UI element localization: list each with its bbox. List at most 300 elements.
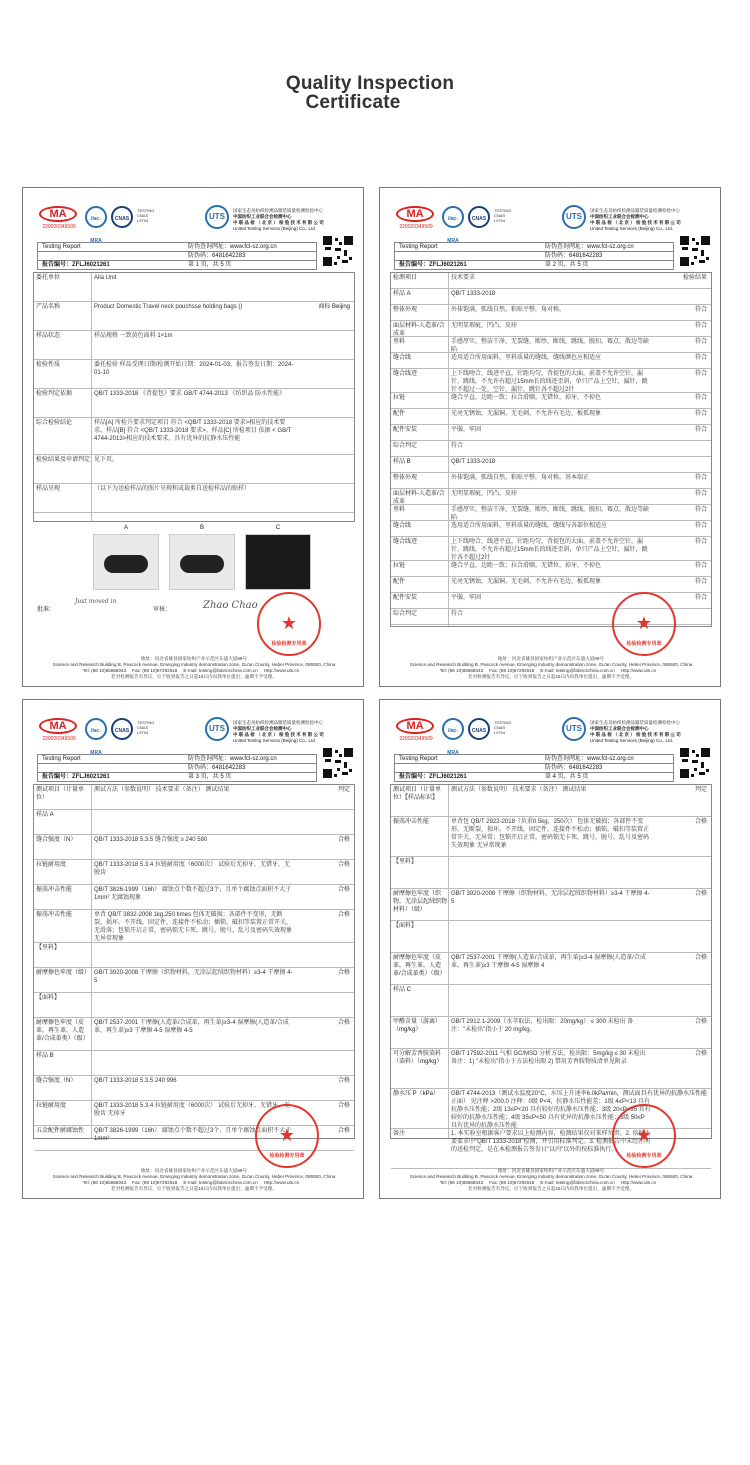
org-name-line: 国家生态及纺织检测品服装质量检测检验中心 [233, 720, 323, 725]
cma-mark: MA [396, 718, 434, 734]
row-requirement: GB/T 2912.1-2009（水萃取法，检出限：20mg/kg） ≤ 300 未检出 备注："未检出"指小于 20 mg/kg。 [451, 1019, 634, 1033]
org-name-block [590, 208, 714, 232]
table-row [391, 273, 711, 289]
footer-address-en: Science and Research Building B, Peacock Avenue, Emerging Industry demonstration zone, Gu'an County, Hebei Province, 065500, China [52, 1174, 336, 1179]
row-item: 【里料】 [36, 945, 61, 951]
row-item: 【面料】 [393, 923, 418, 929]
bag-image [180, 555, 224, 573]
row-item: 拉链耐用度 [36, 862, 67, 868]
report-number-value: ZFLJ6021261 [72, 262, 110, 268]
footer-tel: Tel: (86 10)65868043 [439, 1180, 484, 1185]
check-label: 审核： [153, 607, 172, 613]
stamp-star: ★ [278, 1125, 296, 1145]
footer-note: 若对检测报告有异议，应于收到报告之日起15日内向我单位提出，逾期不予受理。 [111, 1186, 277, 1191]
row-result: 符合 [694, 563, 707, 569]
row-result: 符合 [694, 523, 707, 529]
row-item: 振荡冲击性能 [36, 887, 73, 893]
testing-mark [494, 720, 516, 735]
org-name-line: United Testing Services (Beijing) Co., Ltd. [233, 226, 316, 231]
row-result: 符合 [694, 507, 707, 513]
row-requirement: 光亮无锈蚀，无漏铜，无毛刺，不允许有毛边，板孤现象 [451, 579, 602, 585]
verify-code-value: 6481642283 [212, 765, 246, 771]
row-item: 缝合线 [393, 355, 412, 361]
cnas-logo: CNAS [111, 718, 133, 740]
table-row [391, 305, 711, 321]
cma-logo [39, 206, 77, 232]
row-item: 振荡冲击性能 [393, 819, 430, 825]
results-table [33, 784, 355, 1142]
footer-fax: Fax: (86 10)67292516 [489, 1180, 535, 1185]
report-info-row-3 [37, 772, 317, 782]
row-requirement: 委托检验 样品受理日期/检测开始日期：2024-01-03，报告签发日期：2024-01-10 [94, 362, 294, 376]
table-row [34, 968, 354, 993]
table-row [391, 521, 711, 537]
table-row [34, 360, 354, 389]
table-row [391, 289, 711, 305]
ilac-mra-logo: ilac-MRA [442, 718, 464, 740]
row-requirement: （以下为送检样品的照片呈现和或裁剪自送检样品的贴样） [94, 486, 251, 492]
table-row [34, 835, 354, 860]
report-page-1 [22, 187, 364, 687]
row-item: 测试项目（计量单位） [36, 787, 85, 801]
row-item: 委托单位 [36, 275, 61, 281]
row-item: 检验性质 [36, 362, 61, 368]
cma-number: 220020349509 [399, 224, 433, 230]
report-page-2 [379, 187, 721, 687]
table-row [34, 1076, 354, 1101]
row-result: 符合 [694, 307, 707, 313]
row-item: 面层材料-人造革/合成革 [393, 491, 445, 505]
page-number: 第 3 页，共 5 页 [188, 774, 232, 780]
footer-fax: Fax: (86 10)67292516 [489, 668, 535, 673]
cma-mark: MA [396, 206, 434, 222]
org-name-line: 中 联 品 检 （ 北 京 ） 检 验 技 术 有 限 公 司 [233, 220, 324, 225]
verify-code-label: 防伪码： [188, 253, 213, 259]
table-row [34, 389, 354, 418]
row-requirement: 光亮无锈蚀，无漏铜，无毛刺，不允许有毛边，板孤现象 [451, 411, 602, 417]
row-requirement: QB/T 1333-2018 5.3.5 缝合强度 ≥ 240 580 [94, 837, 208, 843]
report-number-label: 报告编号： [42, 774, 73, 780]
ilac-mra-logo: ilac-MRA [442, 206, 464, 228]
row-item: 检验判定依据 [36, 391, 73, 397]
org-name-line: 中国纺织工业联合会检测中心 [590, 726, 649, 731]
table-row [34, 455, 354, 484]
footer-tel: Tel: (86 10)65868043 [82, 1180, 127, 1185]
table-row [391, 409, 711, 425]
row-result: 符合 [694, 579, 707, 585]
report-number-label: 报告编号： [399, 774, 430, 780]
row-item: 五金配件耐腐蚀性 [36, 1128, 85, 1134]
org-name-line: 中 联 品 检 （ 北 京 ） 检 验 技 术 有 限 公 司 [590, 732, 681, 737]
results-table [33, 272, 355, 522]
verify-url-value: www.fcl-sz.org.cn [230, 244, 277, 250]
qr-code[interactable] [680, 748, 710, 778]
verify-code-value: 6481642283 [212, 253, 246, 259]
row-item: 综合判定 [393, 611, 418, 617]
row-item: 样品 B [36, 1053, 54, 1059]
report-info-row-3 [37, 260, 317, 270]
table-row [34, 273, 354, 302]
row-result: 合格 [337, 912, 350, 918]
row-item: 样品 A [36, 812, 54, 818]
official-stamp [257, 592, 321, 656]
org-name-line: United Testing Services (Beijing) Co., Ltd. [233, 738, 316, 743]
report-page-4 [379, 699, 721, 1199]
table-row [34, 993, 354, 1018]
page-number: 第 4 页，共 5 页 [545, 774, 589, 780]
row-requirement: 符合 [451, 443, 464, 449]
row-result: 符合 [694, 323, 707, 329]
row-requirement: 上下线吻合，线迹平直，针距均匀，背提包的大面，前盖不允许空针，漏针，跳线，不允许有超过15mm长的线迹歪斜，单只产品上空针，漏针，跳针各不超过2针 [451, 539, 648, 561]
footer-email: E-mail: testing@fabricschina.com.cn [183, 1180, 258, 1185]
cnas-number: CNAS L9794 [494, 725, 506, 735]
org-name-line: 国家生态及纺织检测品服装质量检测检验中心 [590, 208, 680, 213]
cnas-number: CNAS L9794 [137, 725, 149, 735]
row-result: 合格 [694, 1019, 707, 1025]
report-number-value: ZFLJ6021261 [72, 774, 110, 780]
row-item: 振荡冲击性能 [36, 912, 73, 918]
report-title: Testing Report [399, 244, 438, 250]
footer-tel: Tel: (86 10)65868043 [439, 668, 484, 673]
table-row [391, 921, 711, 953]
heading-line-2: Certificate [305, 92, 401, 113]
table-row [391, 505, 711, 521]
table-divider [448, 273, 449, 626]
stamp-text: 检验检测专用章 [626, 1153, 662, 1159]
verify-code-value: 6481642283 [569, 765, 603, 771]
photo-label: B [199, 525, 204, 531]
table-row [34, 860, 354, 885]
org-header [394, 714, 708, 756]
sample-photos [93, 524, 343, 594]
stamp-text: 检验检测专用章 [626, 641, 662, 647]
table-row [391, 1017, 711, 1049]
row-result: 符合 [694, 427, 707, 433]
table-divider [91, 273, 92, 521]
report-page-3 [22, 699, 364, 1199]
verify-code-value: 6481642283 [569, 253, 603, 259]
uts-logo: UTS [562, 717, 586, 741]
row-requirement: 单背包 QB/T 2922-2018（负重0.5kg，250次） 包体无破损；各部件不变形，无断裂，损坏。不开线，固定件，连接件不松动；插锁，破扣等装置正常开关，无异常；包锁开启正常，密码锁无卡死，跳号，脱号，乱号及密码失效现象 无异常现象 [451, 819, 650, 849]
row-item: 里料 [393, 339, 406, 345]
table-row [391, 369, 711, 393]
org-name-block [233, 720, 357, 744]
row-item: 样品 A [393, 291, 411, 297]
row-requirement: 样品[A] 所检升要求判定项目 符合 <QB/T 1333-2018 要求>相应的技术要求。样品[B] 符合 <QB/T 1333-2018 要求>。样品[C] 所检项目 依据 < GB/T 4744-2013>相应的技术要求，具有优异的抗静水压性能 [94, 420, 292, 442]
cnas-number: CNAS L9794 [494, 213, 506, 223]
row-item: 缝合线 [393, 523, 412, 529]
footer-fax: Fax: (86 10)67292516 [132, 668, 178, 673]
row-requirement: 缝合平直，边距一致；拉合滑顺，无错位，掉牙，不掉色 [451, 395, 602, 401]
photo-label: A [123, 525, 128, 531]
sample-photo-c [245, 525, 311, 590]
cma-number: 220020349509 [42, 224, 76, 230]
table-row [391, 473, 711, 489]
bag-image [104, 555, 148, 573]
row-item: 缝合强度（N） [36, 1078, 77, 1084]
table-row [391, 337, 711, 353]
row-requirement: Aila Unit [94, 275, 117, 281]
row-item: 样品状态 [36, 333, 61, 339]
stamp-text: 检验检测专用章 [271, 641, 307, 647]
row-result: 符合 [694, 475, 707, 481]
row-item: 静水压 P（kPa） [393, 1091, 440, 1097]
row-result: 检验结果 [682, 275, 707, 281]
row-item: 里料 [393, 507, 406, 513]
row-item: 耐摩擦色牢度（皮革，再生革，人造革/合成革类）（级） [36, 1020, 89, 1042]
row-result: 符合 [694, 371, 707, 377]
row-result: 具有优异的抗静水压性能 [640, 1091, 707, 1097]
verify-url-value: www.fcl-sz.org.cn [230, 756, 277, 762]
footer-address-en: Science and Research Building B, Peacock Avenue, Emerging Industry demonstration zone, Gu'an County, Hebei Province, 065500, China [409, 1174, 693, 1179]
row-requirement: QB/T 2537-2001 干摩擦(人造革/合成革，再生革)≥3-4 湿摩擦(人造革/合成革，再生革)≥3 干摩擦 4-5 湿摩擦 4 [451, 955, 646, 969]
table-row [391, 857, 711, 889]
row-requirement: 手感厚实，整洁干净，无裂缝，断纱，断线，跳线，脱扣，霉点，散边等缺陷 [451, 339, 650, 353]
results-table [390, 272, 712, 627]
row-item: 甲醛含量（游离）（mg/kg） [393, 1019, 442, 1033]
uts-logo: UTS [562, 205, 586, 229]
row-requirement: QB/T 1333-2018 [451, 459, 496, 465]
verify-code-label: 防伪码： [545, 765, 570, 771]
qr-code[interactable] [680, 236, 710, 266]
row-requirement: GB/T 4744-2013（测试水温度20°C，水压上升速率6.0kPa/min，测试面：正面） 见注释 >200.0 注释：0级 P<4，抗静水压性能差；1级 4≤P<13 具有抗静水压性能；2级 13≤P<20 具有较好的抗静水压性能；3级 20≤P<35 具有较好的抗静水压性能；4级 35≤P<50 具有优异的抗静水压性能；5级 50≤P 具有优异的抗静水压性能 [451, 1091, 651, 1129]
footer-address-en: Science and Research Building B, Peacock Avenue, Emerging Industry demonstration zone, Gu'an County, Hebei Province, 065500, China [409, 662, 693, 667]
row-item: 整体外观 [393, 475, 418, 481]
table-row [391, 577, 711, 593]
table-divider [448, 785, 449, 1138]
table-row [391, 785, 711, 817]
row-requirement: GB/T 3920-2008 干摩擦（织物材料，无涂层起绒织物材料）≥3-4 干摩擦 4-5 [451, 891, 650, 905]
verify-url-value: www.fcl-sz.org.cn [587, 756, 634, 762]
report-title: Testing Report [399, 756, 438, 762]
row-result: 合格 [337, 970, 350, 976]
row-item: 可分解芳香胺染料（染料）（mg/kg） [393, 1051, 443, 1065]
cnas-number: CNAS L9794 [137, 213, 149, 223]
table-row [391, 561, 711, 577]
qr-code[interactable] [323, 236, 353, 266]
page-footer [31, 656, 357, 680]
cma-logo [396, 206, 434, 232]
row-result: 判定 [337, 787, 350, 793]
row-result: 合格 [337, 1078, 350, 1084]
footer-address-cn: 地址：河北省雄县国家纺织产业示范区东盛大道69号 [140, 656, 248, 661]
row-requirement: 无明显瑕疵，凹凸，皮疹 [451, 323, 518, 329]
row-result: 商标 Beijing [318, 304, 350, 310]
row-requirement: 见下页。 [94, 457, 119, 463]
row-item: 【面料】 [36, 995, 61, 1001]
report-title: Testing Report [42, 244, 81, 250]
row-result: 符合 [694, 355, 707, 361]
row-result: 合格 [337, 1128, 350, 1134]
footer-email: E-mail: testing@fabricschina.com.cn [540, 1180, 615, 1185]
footer-email: E-mail: testing@fabricschina.com.cn [540, 668, 615, 673]
row-result: 符合 [694, 539, 707, 545]
row-item: 耐摩擦色牢度（皮革，再生革，人造革/合成革类）（级） [393, 955, 446, 977]
row-item: 综合判定 [393, 443, 418, 449]
official-stamp [255, 1104, 319, 1168]
row-item: 配件 [393, 579, 406, 585]
table-row [34, 302, 354, 331]
row-result: 合格 [337, 887, 350, 893]
org-name-line: 中国纺织工业联合会检测中心 [590, 214, 649, 219]
table-row [34, 810, 354, 835]
testing-mark [137, 720, 159, 735]
row-item: 备注 [393, 1131, 406, 1137]
heading-line-1: Quality Inspection [285, 73, 455, 94]
table-row [391, 1049, 711, 1089]
row-item: 拉链 [393, 395, 406, 401]
results-table [390, 784, 712, 1153]
row-result: 合格 [337, 862, 350, 868]
row-item: 配件 [393, 411, 406, 417]
testing-label: TESTING [137, 208, 155, 213]
row-requirement: 1. 本实验室根据客户要求以上检测内容，检测结果仅对来样负责。2. 依据主要要求中"QB/T 1333-2018"检测，并引用标准判定。3. 检测报告中未经注明的送检判定，是在本检测报告签发日"以内"以外的按标准执行。 [451, 1131, 651, 1153]
report-number [42, 773, 110, 782]
testing-mark [494, 208, 516, 223]
checker-signature: Zhao Chao [203, 600, 258, 611]
page-footer [31, 1168, 357, 1192]
table-row [34, 331, 354, 360]
row-requirement: 测试方法（参数说明） 技术要求（备注） 测试结果 [94, 787, 230, 793]
row-requirement: 符合 [451, 611, 464, 617]
table-row [391, 321, 711, 337]
footer-web: Http://www.uts.cn [620, 668, 657, 673]
table-row [391, 489, 711, 505]
row-requirement: QB/T 1333-2018 5.3.4 拉链耐用度（6000次） 试验后无掉牙，无错牙，无脱齿 无掉牙 [94, 1103, 290, 1117]
row-item: 拉链 [393, 563, 406, 569]
page-footer [388, 656, 714, 680]
report-number [399, 773, 467, 782]
verify-url-label: 防伪查询网址： [545, 244, 588, 250]
row-item: 产品名称 [36, 304, 61, 310]
row-result: 符合 [694, 491, 707, 497]
footer-email: E-mail: testing@fabricschina.com.cn [183, 668, 258, 673]
org-name-line: 中国纺织工业联合会检测中心 [233, 214, 292, 219]
footer-note: 若对检测报告有异议，应于收到报告之日起15日内向我单位提出，逾期不予受理。 [111, 674, 277, 679]
org-header [394, 202, 708, 244]
official-stamp [612, 592, 676, 656]
sample-photo-a [93, 525, 159, 590]
cma-number: 220020349509 [42, 736, 76, 742]
testing-mark [137, 208, 159, 223]
table-row [34, 1051, 354, 1076]
table-row [391, 889, 711, 921]
cnas-logo: CNAS [468, 206, 490, 228]
row-requirement: QB/T 3826-1999（16h） 腐蚀点个数不超过3个，且单个腐蚀点面积不大于1mm² [94, 1128, 292, 1142]
row-item: 样品 B [393, 459, 411, 465]
row-requirement: 适用适合所用面料，里料质量的缝线，缝线颜色应相适应 [451, 355, 602, 361]
table-row [34, 484, 354, 513]
row-result: 合格 [694, 955, 707, 961]
table-row [391, 817, 711, 857]
row-item: 缝合强度（N） [36, 837, 77, 843]
row-result: 符合 [694, 411, 707, 417]
cma-logo [39, 718, 77, 744]
row-result: 符合 [694, 395, 707, 401]
footer-address-cn: 地址：河北省雄县国家纺织产业示范区东盛大道69号 [140, 1168, 248, 1173]
table-row [34, 785, 354, 810]
table-row [391, 425, 711, 441]
org-name-line: 中国纺织工业联合会检测中心 [233, 726, 292, 731]
qr-code[interactable] [323, 748, 353, 778]
official-stamp [612, 1104, 676, 1168]
footer-address-cn: 地址：河北省雄县国家纺织产业示范区东盛大道69号 [497, 1168, 605, 1173]
row-requirement: 样品规格 一致黄色面料 1×1m [94, 333, 173, 339]
row-requirement: Product Domestic Travel neck pouchsse holding bags () [94, 304, 243, 310]
row-result: 符合 [694, 595, 707, 601]
sample-photo-b [169, 525, 235, 590]
table-row [34, 1018, 354, 1051]
cnas-logo: CNAS [468, 718, 490, 740]
row-result: 符合 [694, 339, 707, 345]
row-item: 综合检验结论 [36, 420, 73, 426]
table-row [391, 353, 711, 369]
row-item: 【里料】 [393, 859, 418, 865]
cnas-logo: CNAS [111, 206, 133, 228]
verify-url-label: 防伪查询网址： [188, 756, 231, 762]
row-item: 检测项目 [393, 275, 418, 281]
table-row [391, 457, 711, 473]
row-result: 合格 [694, 819, 707, 825]
testing-label: TESTING [137, 720, 155, 725]
footer-web: Http://www.uts.cn [263, 668, 300, 673]
org-name-block [590, 720, 714, 744]
page-footer [388, 1168, 714, 1192]
table-row [391, 537, 711, 561]
table-row [34, 885, 354, 910]
cma-mark: MA [39, 206, 77, 222]
row-requirement: 手感厚实，整洁干净，无裂缝，断纱，断线，跳线，脱扣，霉点，散边等缺陷 [451, 507, 650, 521]
row-item: 测试项目（计量单位）【样品标识】 [393, 787, 442, 801]
testing-label: TESTING [494, 720, 512, 725]
row-requirement: GB/T 3920-2008 干摩擦（织物材料，无涂层起绒织物材料）≥3-4 干摩擦 4-5 [94, 970, 293, 984]
row-requirement: 外体饱满，弧线自然，粘贴平整，角对称。基本端正 [451, 475, 590, 481]
table-row [34, 418, 354, 455]
row-item: 缝合线迹 [393, 371, 418, 377]
row-requirement: 无明显瑕疵，凹凸，皮疹 [451, 491, 518, 497]
report-info-row-3 [394, 260, 674, 270]
approve-label: 批准： [37, 607, 56, 613]
stamp-star: ★ [635, 613, 653, 633]
table-row [391, 953, 711, 985]
org-name-line: 中 联 品 检 （ 北 京 ） 检 验 技 术 有 限 公 司 [590, 220, 681, 225]
row-item: 面层材料-人造革/合成革 [393, 323, 445, 337]
row-requirement: 技术要求 [451, 275, 476, 281]
footer-address-en: Science and Research Building B, Peacock Avenue, Emerging Industry demonstration zone, Gu'an County, Hebei Province, 065500, China [52, 662, 336, 667]
table-row [391, 393, 711, 409]
verify-code-label: 防伪码： [545, 253, 570, 259]
report-title: Testing Report [42, 756, 81, 762]
org-name-line: United Testing Services (Beijing) Co., Ltd. [590, 738, 673, 743]
verify-url-label: 防伪查询网址： [545, 756, 588, 762]
org-name-line: 国家生态及纺织检测品服装质量检测检验中心 [590, 720, 680, 725]
ilac-mra-logo: ilac-MRA [85, 718, 107, 740]
row-result: 判定 [694, 787, 707, 793]
org-header [37, 714, 351, 756]
row-item: 配件安装 [393, 595, 418, 601]
footer-web: Http://www.uts.cn [620, 1180, 657, 1185]
footer-address-cn: 地址：河北省雄县国家纺织产业示范区东盛大道69号 [497, 656, 605, 661]
report-number [42, 261, 110, 270]
stamp-star: ★ [635, 1125, 653, 1145]
report-number-label: 报告编号： [399, 262, 430, 268]
org-header [37, 202, 351, 244]
row-requirement: 测试方法（参数说明） 技术要求（备注） 测试结果 [451, 787, 587, 793]
org-name-line: 国家生态及纺织检测品服装质量检测检验中心 [233, 208, 323, 213]
report-info-row-3 [394, 772, 674, 782]
row-requirement: GB/T 17592-2011 气相 GC/MSD 分析方法，检出限：5mg/kg ≤ 30 未检出 备注：1) "未检出"指小于方法检出限 2) 禁用芳香胺物质清单见附录 [451, 1051, 646, 1065]
row-item: 配件安装 [393, 427, 418, 433]
